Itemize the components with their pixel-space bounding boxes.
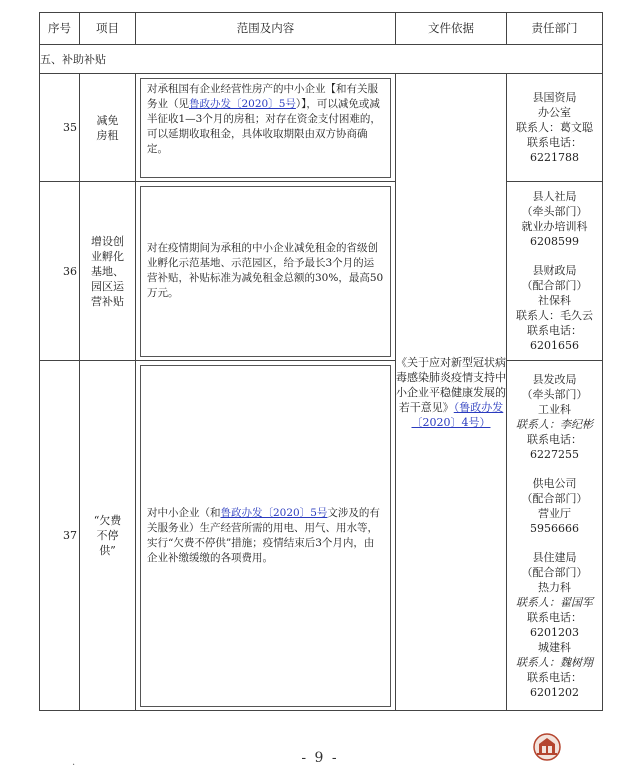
header-content: 范围及内容 xyxy=(136,13,396,45)
dept-line: （牵头部门） xyxy=(521,205,588,218)
row-content xyxy=(136,74,396,182)
dept-line: 联系电话： xyxy=(527,136,582,149)
item-line: 供” xyxy=(99,544,116,557)
section-title: 五、补助补贴 xyxy=(40,45,603,74)
row-content xyxy=(136,182,396,361)
header-row xyxy=(40,13,603,45)
row-item xyxy=(80,182,136,361)
policy-link[interactable]: 鲁政办发〔2020〕5号 xyxy=(189,97,296,110)
dept-line: 联系电话： xyxy=(527,610,582,624)
dept-line: （配合部门） xyxy=(521,491,588,505)
page-number: - 9 - xyxy=(301,750,339,766)
header-dept: 责任部门 xyxy=(507,13,603,45)
dept-line: 联系人：毛久云 xyxy=(516,309,593,322)
row-content xyxy=(136,361,396,711)
content-text: 文涉及的有关服务业）生产经营所需的用电、用气、用水等，实行“欠费不停供”措施；疫情结束后3个月内，由企业补缴缓缴的各项费用。 xyxy=(147,506,380,564)
dept-line: 联系人：魏树翔 xyxy=(516,655,593,669)
dept-line: 6201203 xyxy=(530,625,579,639)
item-line: 营补贴 xyxy=(91,294,124,308)
dept-spacer xyxy=(507,462,602,476)
table-row xyxy=(40,361,603,711)
item-line: 增设创 xyxy=(91,234,124,248)
row-item xyxy=(80,361,136,711)
policy-link[interactable]: 鲁政办发〔2020〕5号 xyxy=(220,506,328,519)
item-line: 房租 xyxy=(96,128,119,142)
item-line: 基地、 xyxy=(91,264,124,278)
watermark-logo-icon xyxy=(533,733,561,761)
table-row xyxy=(40,74,603,182)
header-num: 序号 xyxy=(40,13,80,45)
footer-dot: . xyxy=(72,757,76,768)
dept-line: 县住建局 xyxy=(532,550,577,564)
dept-line: 联系人：葛文聪 xyxy=(516,121,593,134)
dept-line: 6221788 xyxy=(530,151,579,164)
item-line: 业孵化 xyxy=(91,249,124,263)
dept-line: 营业厅 xyxy=(538,506,571,520)
row-number: 36 xyxy=(40,182,80,361)
dept-cell xyxy=(507,182,603,361)
dept-line: 联系人：李纪彬 xyxy=(516,417,593,431)
table-row xyxy=(40,182,603,361)
dept-line: 6201202 xyxy=(530,685,579,699)
dept-cell xyxy=(507,74,603,182)
section-row xyxy=(40,45,603,74)
row-number: 35 xyxy=(40,74,80,182)
dept-line: 就业办培训科 xyxy=(521,220,588,233)
basis-cell xyxy=(396,74,507,711)
header-basis: 文件依据 xyxy=(396,13,507,45)
dept-line: 办公室 xyxy=(538,106,571,119)
dept-line: 城建科 xyxy=(538,640,571,654)
item-line: 不停 xyxy=(96,529,119,542)
basis-text: 《关于应对新型冠状病毒感染肺炎疫情支持中小企业平稳健康发展的若干意见》 xyxy=(396,355,506,414)
dept-line: （牵头部门） xyxy=(521,387,588,401)
basis-link[interactable]: （鲁政办发〔2020〕4号） xyxy=(411,400,504,429)
dept-line: （配合部门） xyxy=(521,565,588,579)
dept-line: 工业科 xyxy=(538,402,571,416)
dept-line: 供电公司 xyxy=(532,476,577,490)
dept-line: 6208599 xyxy=(530,235,579,248)
dept-line: 社保科 xyxy=(538,294,571,307)
content-text: 对中小企业（和 xyxy=(147,506,221,519)
dept-line: 县财政局 xyxy=(532,264,577,277)
content-text: 对承租国有企业经营性房产的中小企业【和有关服务业（见 xyxy=(147,82,378,110)
dept-line: 联系电话： xyxy=(527,432,582,446)
content-text: ）】，可以减免或减半征收1—3个月的房租；对存在资金支付困难的，可以延期收取租金，具体收取期限由双方协商确定。 xyxy=(147,97,381,155)
policy-table xyxy=(39,12,603,711)
dept-cell xyxy=(507,361,603,711)
dept-line: 热力科 xyxy=(538,580,571,594)
item-line: 园区运 xyxy=(91,279,124,293)
dept-line: 县人社局 xyxy=(532,190,577,203)
dept-line: 5956666 xyxy=(530,521,579,535)
header-item: 项目 xyxy=(80,13,136,45)
dept-spacer xyxy=(507,536,602,550)
dept-line: 6201656 xyxy=(530,339,579,352)
dept-line: 县发改局 xyxy=(532,372,577,386)
dept-line: （配合部门） xyxy=(521,279,588,292)
item-line: “欠费 xyxy=(93,514,122,527)
dept-line: 联系电话： xyxy=(527,670,582,684)
dept-line: 6227255 xyxy=(530,447,579,461)
item-line: 减免 xyxy=(96,113,119,127)
dept-line: 联系电话： xyxy=(527,324,582,337)
dept-line: 联系人：翟国军 xyxy=(516,595,593,609)
dept-spacer xyxy=(507,249,602,263)
row-item xyxy=(80,74,136,182)
content-text: 对在疫情期间为承租的中小企业减免租金的省级创业孵化示范基地、示范园区，给予最长3个月的运营补贴，补贴标准为减免租金总额的30%，最高50万元。 xyxy=(147,242,384,299)
dept-line: 县国资局 xyxy=(532,91,577,104)
row-number: 37 xyxy=(40,361,80,711)
